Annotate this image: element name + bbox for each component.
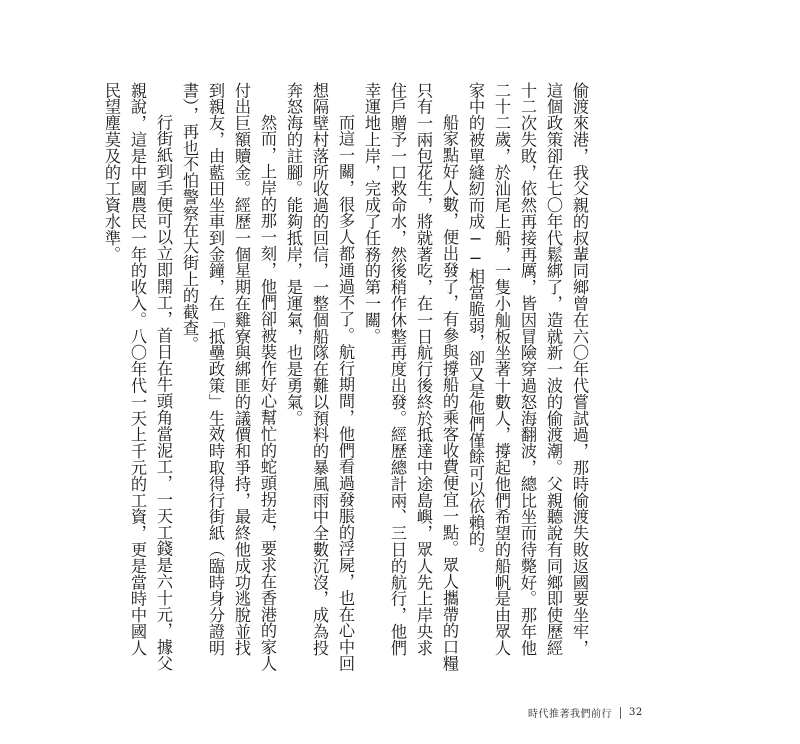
- page-number: 32: [629, 707, 643, 718]
- paragraph: 行街紙到手便可以立即開工，首日在牛頭角當泥工，一天工錢是六十元，據父親說，這是中國農民一年的收入。八〇年代一天上千元的工資，更是當時中國人民望塵莫及的工資水準。: [102, 82, 173, 672]
- running-title: 時代推著我們前行: [528, 709, 612, 720]
- paragraph: 然而，上岸的那一刻，他們卻被裝作好心幫忙的蛇頭拐走，要求在香港的家人付出巨額贖金。經歷一個星期在雞寮與綁匪的議價和爭持，最終他成功逃脫並找到親友，由藍田坐車到金鐘，在「抵壘政策」生效時取得行街紙（臨時身分證明書），再也不怕警察在大街上的截查。: [180, 82, 277, 672]
- footer-divider: [620, 707, 621, 719]
- paragraph: 偷渡來港，我父親的叔輩同鄉曾在六〇年代嘗試過，那時偷渡失敗返國要坐牢，這個政策卻在七〇年代鬆綁了，造就新一波的偷渡潮。父親聽說有同鄉即使歷經十二次失敗，依然再接再厲，皆因冒險穿過怒海翻波，總比坐而待斃好。那年他二十二歲，於汕尾上船，一隻小舢板坐著十數人，撐起他們希望的船帆是由眾人家中的被單縫紉而成──相當脆弱，卻又是他們僅餘可以依賴的。: [466, 82, 589, 656]
- paragraph: 而這一關，很多人都通過不了。航行期間，他們看過發脹的浮屍，也在心中回想隔壁村落所收過的回信，一整個船隊在難以預料的暴風雨中全數沉沒，成為投奔怒海的註腳。能夠抵岸，是運氣，也是勇氣。: [284, 82, 355, 672]
- paragraph: 船家點好人數，便出發了，有參與撐船的乘客收費便宜一點。眾人攜帶的口糧只有一兩包花生，將就著吃，在一日航行後終於抵達中途島嶼，眾人先上岸央求住戶贈予一口救命水，然後稍作休整再度出發。經歷總計兩、三日的航行，他們幸運地上岸，完成了任務的第一關。: [362, 82, 459, 672]
- page-footer: [528, 705, 643, 720]
- page-body-text: [98, 82, 592, 672]
